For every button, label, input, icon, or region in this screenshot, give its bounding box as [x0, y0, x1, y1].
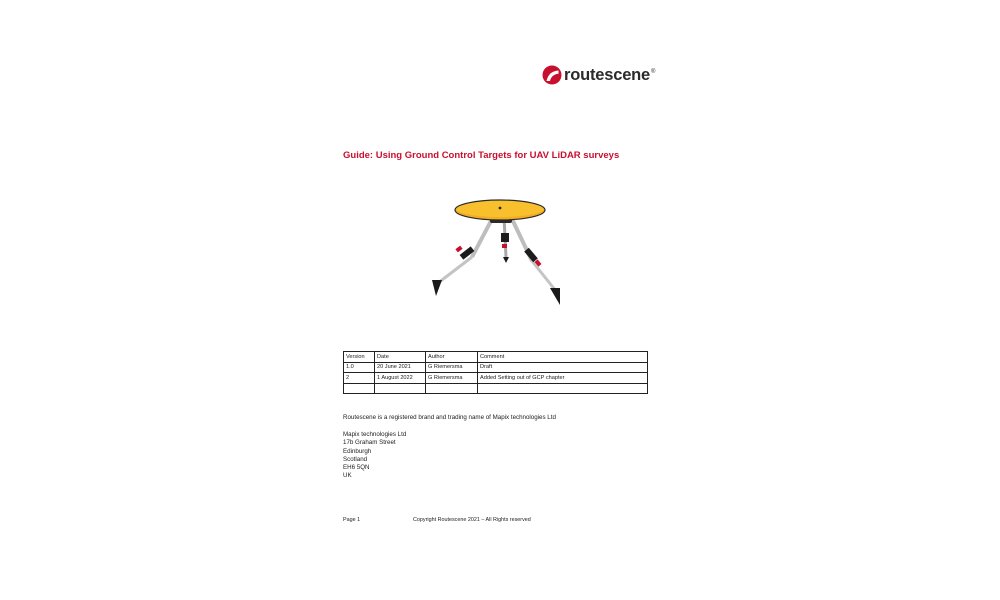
tripod-ground-control-target-icon: [420, 195, 580, 310]
address-line: Mapix technologies Ltd: [343, 431, 407, 438]
page-number: Page 1: [343, 517, 361, 523]
cell-date: [375, 383, 426, 394]
table-row: [344, 373, 648, 384]
routescene-logo: [542, 64, 655, 86]
company-address: [343, 431, 406, 481]
cell-author: [426, 383, 478, 394]
address-line: UK: [343, 472, 352, 480]
cell-author: G Riemersma: [426, 373, 478, 384]
copyright-notice: Copyright Routescene 2021 – All Rights reserved: [413, 517, 531, 523]
brand-note: Routescene is a registered brand and trading name of Mapix technologies Ltd: [343, 414, 556, 421]
cell-version: 1.0: [344, 362, 375, 373]
logo-wordmark: routescene: [564, 65, 651, 84]
address-line: 17b Graham Street: [343, 439, 396, 447]
table-row: [344, 362, 648, 373]
table-header-row: [344, 352, 648, 363]
cell-comment: Added Setting out of GCP chapter: [478, 373, 648, 384]
registered-mark: ®: [651, 69, 656, 75]
cell-version: [344, 383, 375, 394]
cell-comment: [478, 383, 648, 394]
cell-author: G Riemersma: [426, 362, 478, 373]
document-title: Guide: Using Ground Control Targets for UAV LiDAR surveys: [343, 150, 620, 161]
address-line: Scotland: [343, 455, 368, 463]
header-version: Version: [344, 352, 375, 363]
header-author: Author: [426, 352, 478, 363]
header-comment: Comment: [478, 352, 648, 363]
routescene-logo-mark-icon: [542, 64, 562, 86]
cell-comment: Draft: [478, 362, 648, 373]
address-line: Edinburgh: [343, 447, 372, 455]
cell-date: 20 June 2021: [375, 362, 426, 373]
cell-date: 1 August 2022: [375, 373, 426, 384]
header-date: Date: [375, 352, 426, 363]
table-row: [344, 383, 648, 394]
revision-history-table: [343, 351, 648, 394]
address-line: EH6 5QN: [343, 464, 370, 472]
cell-version: 2: [344, 373, 375, 384]
